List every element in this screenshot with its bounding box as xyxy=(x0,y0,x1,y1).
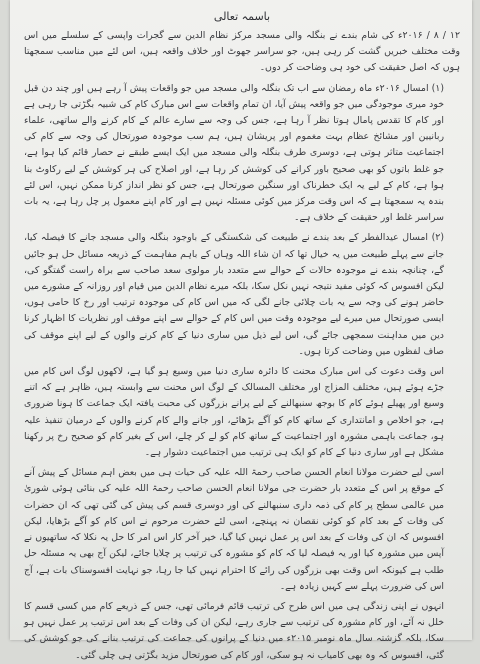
paragraph-point-2: (۲) امسال عیدالفطر کے بعد بندے نے طبیعت کی شکستگی کے باوجود بنگلہ والی مسجد جانے کا فیصلہ کیا، جانے سے پہلے طبیعت میں یہ خیال تھا کہ ان شاء اللہ وہاں کے باہم مفاہمت کے ذریعہ مسائل حل ہو جائیں گے، چنانچہ بندے نے موجودہ حالات کے حوالے سے متعدد بار مولوی سعد صاحب سے براہ راست گفتگو کی، لیکن افسوس کہ کوئی مفید نتیجہ نہیں نکل سکا، بلکہ میرے نظام الدین میں قیام اور روزانہ کے مشورے میں حاضر ہونے کی وجہ سے یہ بات چلائی جانے لگی کہ میں اس کام کی موجودہ ترتیب اور رخ کا حامی ہوں، ایسی صورتحال میں میرے لیے موجودہ وقت میں اس کام کے حوالے سے اپنے موقف اور نظریات کا اظہار کرنا دین میں مداہنت سمجھی جائے گی، اس لیے ذیل میں ساری دنیا کے کام کرنے والوں کے لیے اپنے موقف کی صاف لفظوں میں وضاحت کرتا ہوں۔ xyxy=(24,232,444,357)
letter-body xyxy=(24,6,460,661)
document-heading: باسمہ تعالی xyxy=(213,10,271,23)
paragraph-work-scope: اس وقت دعوت کی اس مبارک محنت کا دائرہ ساری دنیا میں وسیع ہو گیا ہے، لاکھوں لوگ اس کام میں جڑے ہوئے ہیں، مختلف المزاج اور مختلف المسالک کے لوگ اس محنت سے وابستہ ہیں، ظاہر ہے کہ اتنے وسیع اور پھیلے ہوئے کام کا بوجھ سنبھالنے کے لیے پرانے بزرگوں کی محبت یافتہ ایک جماعت کا ہونا ضروری ہے، جو اخلاص و امانتداری کے ساتھ کام کو آگے بڑھائے، اور جانے والے کام کرنے والوں کے درمیان تنفیذ علیہ ہو، جماعت باہمی مشورہ اور اجتماعیت کے ساتھ کام کو لے کر چلے، اس کے بغیر کام کو صحیح رخ پر رکھنا مشکل ہے اور ساری دنیا کے کام کو ایک ہی ترتیب میں اجتماعیت دشوار ہے۔ xyxy=(24,366,444,459)
paragraph-intro: ۱۲ / ۸ / ۲۰۱۶ء کی شام بندے نے بنگلہ والی مسجد مرکز نظام الدین سے گجرات واپسی کے سلسلے میں اس وقت مختلف خبریں گشت کر رہی ہیں، جو سراسر جھوٹ اور خلاف واقعہ ہیں، اس لئے میں مناسب سمجھتا ہوں کہ اصل حقیقت کی خود ہی وضاحت کر دوں۔ xyxy=(24,30,460,74)
paragraph-closing: انہوں نے اپنی زندگی ہی میں اس طرح کی ترتیب قائم فرمائی تھی، جس کے ذریعے کام میں کسی قسم کا خلل نہ آئے، اور کام مشورہ کی ترتیب سے جاری رہے، لیکن ان کی وفات کے بعد اس ترتیب پر عمل نہیں ہو سکا، بلکہ گزشتہ سال ماہ نومبر ۲۰۱۵ء میں دنیا کے پرانوں کی جماعت کی ترتیب بنانے کی جو کوشش کی گئی، افسوس کہ وہ بھی کامیاب نہ ہو سکی، اور کام کی صورتحال مزید بگڑتی ہی چلی گئی۔ xyxy=(24,600,444,661)
paragraph-history: اسی لیے حضرت مولانا انعام الحسن صاحب رحمۃ اللہ علیہ کی حیات ہی میں بعض اہم مسائل کے پیش آنے کے موقع پر اس کے متعدد بار حضرت جی مولانا انعام الحسن صاحب رحمۃ اللہ علیہ کی بنائی ہوئی شوریٰ میں عالمی سطح پر کام کی ذمہ داری سنبھالنے کی اور دوسری قسم کی پیش کی گئی تھی کہ ان حضرات کی وفات کے بعد کام کو کوئی نقصان نہ پہنچے، اسی لئے حضرت مرحوم نے اس کام کو آگے بڑھایا، لیکن افسوس کہ ان کی وفات کے بعد اس پر عمل نہیں کیا گیا، خیر آخر کار اس امر کا حل یہ نکلا کہ ساتھیوں نے آپس میں مشورہ کیا اور یہ فیصلہ لیا کہ کام کو مشورہ کی ترتیب پر چلایا جائے، لیکن آج بھی یہ مسئلہ حل طلب ہے کیونکہ اس وقت بھی بزرگوں کی رائے کا احترام نہیں کیا جا رہا، جو نہایت افسوسناک بات ہے، آج اس کی ضرورت پہلے سے کہیں زیادہ ہے۔ xyxy=(24,467,444,592)
document-page xyxy=(10,0,472,661)
paragraph-point-1: (۱) امسال ۲۰۱۶ء ماہ رمضان سے اب تک بنگلہ والی مسجد میں جو واقعات پیش آ رہے ہیں اور چند دن قبل خود میری موجودگی میں جو واقعہ پیش آیا، ان تمام واقعات سے اس مبارک کام کی شبیہ بگڑتی جا رہی ہے اور کام کا تقدس پامال ہوتا نظر آ رہا ہے، جس کی وجہ سے سارے عالم کے کام کرنے والے ساتھی، علماء ربانیین اور مشائخ عظام بہت مغموم اور پریشان ہیں، ہم سب موجودہ صورتحال کی وجہ سے کام کی اجتماعیت متاثر ہوتی ہے، دوسری طرف بنگلہ والی مسجد میں ایک ایسے طبقے نے حصار قائم کیا ہوا ہے، جو غلط باتوں کو بھی صحیح باور کرانے کی کوشش کر رہا ہے، اور اصلاح کی ہر کوشش کے لیے رکاوٹ بنا ہوا ہے، کام کے لیے یہ ایک خطرناک اور سنگین صورتحال ہے، جس کو نظر انداز کرنا ممکن نہیں، اس لئے بندہ یہ سمجھتا ہے کہ اس وقت مرکز میں کوئی مسئلہ نہیں ہے اور کام اپنے معمول پر چل رہا ہے، یہ بات سراسر غلط اور حقیقت کے خلاف ہے۔ xyxy=(24,82,444,224)
